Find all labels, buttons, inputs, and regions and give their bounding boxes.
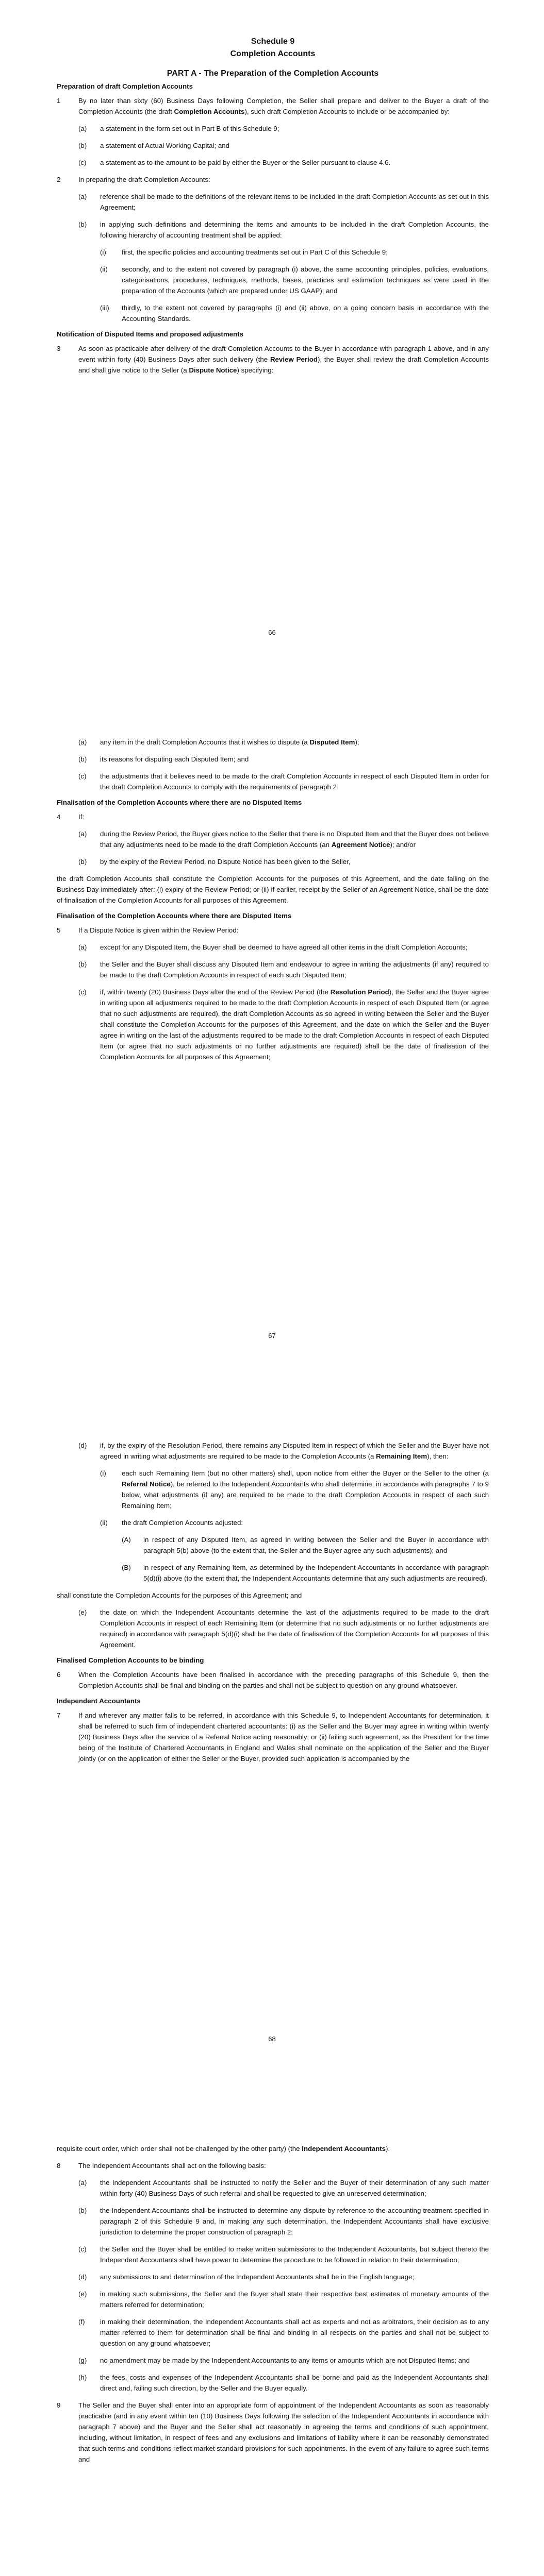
clause-8-d: (d) any submissions to and determination of the Independent Accountants shall be in the English language;: [78, 2273, 415, 2281]
heading-notification: Notification of Disputed Items and proposed adjustments: [57, 330, 243, 338]
page-number: 67: [268, 1332, 276, 1340]
clause-6: 6 When the Completion Accounts have been finalised in accordance with the preceding paragraphs of this Schedule 9, then the Completion Accounts shall be final and binding on the parties and shall not be subject to question on any ground whatsoever.: [57, 1671, 489, 1689]
clause-4-b: (b) by the expiry of the Review Period, no Dispute Notice has been given to the Seller,: [78, 858, 351, 866]
heading-preparation: Preparation of draft Completion Accounts: [57, 82, 193, 90]
clause-4-tail: the draft Completion Accounts shall constitute the Completion Accounts for the purposes of this Agreement, and the date falling on the Business Day immediately after: (i) expiry of the Review Period; or (ii) if earlier, receipt by the Seller of an Agreement Notice, shall be the date of finalisation of the Completion Accounts for all purposes of this Agreement.: [57, 875, 489, 904]
page-69: [0, 2110, 544, 2576]
clause-number: 1: [57, 97, 61, 105]
clause-5-d-ii: (ii) the draft Completion Accounts adjusted:: [100, 1519, 243, 1527]
clause-text: By no later than sixty (60) Business Days following Completion, the Seller shall prepare and deliver to the Buyer a draft of the Completion Accounts (the draft Completion Accounts), such draft Completion Accounts to include or be accompanied by:: [78, 97, 489, 115]
heading-independent-accountants: Independent Accountants: [57, 1697, 141, 1705]
clause-1: [57, 95, 489, 117]
clause-3-b: (b) its reasons for disputing each Disputed Item; and: [78, 755, 249, 763]
heading-disputed: Finalisation of the Completion Accounts where there are Disputed Items: [57, 912, 292, 920]
clause-5-c: (c) if, within twenty (20) Business Days after the end of the Review Period (the Resolution Period), the Seller and the Buyer agree in writing upon all adjustments required to be made to the draft Completion Accounts in respect of each Disputed Item (or agree that no such adjustments are required), the draft Completion Accounts as so agreed in writing between the Seller and the Buyer shall constitute the Completion Accounts for the purposes of this Agreement, and the date on which the Seller and the Buyer agree in writing on the last of the adjustments required to be made to the draft Completion Accounts in respect of each Disputed Item (or agree that no such adjustments or no further adjustments are required) shall be the date of finalisation of the Completion Accounts for all purposes of this Agreement;: [78, 988, 489, 1061]
clause-8-e: (e) in making such submissions, the Seller and the Buyer shall state their respective best estimates of monetary amounts of the matters referred for determination;: [78, 2290, 489, 2309]
heading-no-disputed: Finalisation of the Completion Accounts where there are no Disputed Items: [57, 799, 302, 806]
clause-8-f: (f) in making their determination, the Independent Accountants shall act as experts and not as arbitrators, their decision as to any matter referred to them for determination shall be final and binding in all respects on the parties and shall not be subject to question on any ground whatsoever;: [78, 2318, 489, 2347]
clause-1-a: (a) a statement in the form set out in Part B of this Schedule 9;: [78, 123, 489, 134]
clause-5-d-ii-B: (B) in respect of any Remaining Item, as determined by the Independent Accountants in accordance with paragraph 5(d)(i) above (to the extent that, the Independent Accountants determine that any such adjustments are required),: [122, 1564, 489, 1582]
clause-8: 8 The Independent Accountants shall act on the following basis:: [57, 2162, 266, 2170]
clause-8-g: (g) no amendment may be made by the Independent Accountants to any items or amounts which are not Disputed Items; and: [78, 2357, 470, 2364]
heading-binding: Finalised Completion Accounts to be binding: [57, 1656, 204, 1664]
subclause-label: (a): [78, 125, 87, 132]
page-66: [0, 0, 544, 703]
page-68-content: [57, 1440, 489, 1770]
schedule-title: Schedule 9: [251, 37, 295, 46]
clause-8-c: (c) the Seller and the Buyer shall be entitled to make written submissions to the Independent Accountants, but subject thereto the Independent Accountants shall have power to determine the procedure to be followed in relation to their determination;: [78, 2245, 489, 2264]
clause-5-a: (a) except for any Disputed Item, the Buyer shall be deemed to have agreed all other items in the draft Completion Accounts;: [78, 943, 468, 951]
clause-2-b: (b) in applying such definitions and determining the items and amounts to be included in the draft Completion Accounts, the following hierarchy of accounting treatment shall be applied:: [78, 221, 489, 239]
clause-9: 9 The Seller and the Buyer shall enter into an appropriate form of appointment of the Independent Accountants as soon as reasonably practicable (and in any event within ten (10) Business Days following the selection of the Independent Accountants in accordance with paragraph 7 above) and the Buyer and the Seller shall act reasonably in agreeing the terms and conditions of such appointment, including, without limitation, in respect of fees and any exclusions and limitations of liability where it can be reasonably demonstrated that such terms and conditions reflect market standard provisions for such appointments. In the event of any failure to agree such terms and: [57, 2401, 489, 2463]
clause-5-b: (b) the Seller and the Buyer shall discuss any Disputed Item and endeavour to agree in writing the adjustments (if any) required to be made to the draft Completion Accounts in respect of each such Disputed Item;: [78, 960, 489, 979]
clause-4: 4 If:: [57, 813, 85, 821]
page-number: 66: [268, 629, 276, 636]
clause-1-c: (c) a statement as to the amount to be paid by either the Buyer or the Seller pursuant to clause 4.6.: [78, 159, 391, 166]
clause-3-c: (c) the adjustments that it believes need to be made to the draft Completion Accounts in respect of each Disputed Item in order for the draft Completion Accounts to comply with the requirements of paragraph 2.: [78, 772, 489, 791]
clause-3-a: (a) any item in the draft Completion Accounts that it wishes to dispute (a Disputed Item);: [78, 738, 359, 746]
clause-5: 5 If a Dispute Notice is given within the Review Period:: [57, 926, 239, 934]
clause-5-d: (d) if, by the expiry of the Resolution Period, there remains any Disputed Item in respect of which the Seller and the Buyer have not agreed in writing what adjustments are required to be made to the Completion Accounts (a Remaining Item), then:: [78, 1442, 489, 1460]
clause-2-b-ii: (ii) secondly, and to the extent not covered by paragraph (i) above, the same accounting principles, policies, evaluations, categorisations, procedures, techniques, methods, bases, practices and estimation techniques as were used in the preparation of the Accounts (which are prepared under US GAAP); and: [100, 265, 489, 295]
clause-4-a: (a) during the Review Period, the Buyer gives notice to the Seller that there is no Disputed Item and that the Buyer does not believe that any adjustments need to be made to the draft Completion Accounts (an Agreement Notice); and/or: [78, 830, 489, 849]
schedule-subtitle: Completion Accounts: [230, 49, 316, 58]
page-69-content: [57, 2143, 489, 2471]
clause-2-b-i: (i) first, the specific policies and accounting treatments set out in Part C of this Schedule 9;: [100, 248, 388, 256]
clause-5-e: (e) the date on which the Independent Accountants determine the last of the adjustments required to be made to the draft Completion Accounts in respect of each Remaining Item (or determine that no such adjustments or no further adjustments are required) in accordance with paragraph 5(d)(i) shall be the date of finalisation of the Completion Accounts for all purposes of this Agreement.: [78, 1608, 489, 1649]
clause-3: 3 As soon as practicable after delivery of the draft Completion Accounts to the Buyer in accordance with paragraph 1 above, and in any event within forty (40) Business Days after such delivery (the Review Period), the Buyer shall review the draft Completion Accounts and shall give notice to the Seller (a Dispute Notice) specifying:: [57, 345, 489, 374]
clause-2: 2 In preparing the draft Completion Accounts:: [57, 176, 210, 183]
clause-5-d-ii-tail: shall constitute the Completion Accounts for the purposes of this Agreement; and: [57, 1591, 302, 1599]
page-66-content: [57, 37, 489, 382]
page-number: 68: [268, 2035, 276, 2043]
clause-8-b: (b) the Independent Accountants shall be instructed to determine any dispute by reference to the accounting treatment specified in paragraph 2 of this Schedule 9 and, in making any such determination, the Independent Accountants shall have exclusive jurisdiction to determine the proper construction of paragraph 2;: [78, 2207, 489, 2236]
clause-8-h: (h) the fees, costs and expenses of the Independent Accountants shall be borne and paid as the Independent Accountants shall direct and, failing such direction, by the Seller and the Buyer equally.: [78, 2374, 489, 2392]
clause-7-cont: requisite court order, which order shall not be challenged by the other party) (the Independent Accountants).: [57, 2145, 390, 2153]
clause-2-b-iii: (iii) thirdly, to the extent not covered by paragraphs (i) and (ii) above, on a going concern basis in accordance with the Accounting Standards.: [100, 304, 489, 323]
part-title: PART A - The Preparation of the Completion Accounts: [167, 69, 379, 78]
clause-7: 7 If and wherever any matter falls to be referred, in accordance with this Schedule 9, to Independent Accountants for determination, it shall be referred to such firm of independent chartered accountants: (i) as the Seller and the Buyer may agree in writing within twenty (20) Business Days after the service of a Referral Notice acting reasonably; or (ii) failing such agreement, as the President for the time being of the Institute of Chartered Accountants in England and Wales shall nominate on the application of the Seller and the Buyer jointly (or on the application of either the Seller or the Buyer, provided such application is accompanied by the: [57, 1711, 489, 1762]
clause-5-d-ii-A: (A) in respect of any Disputed Item, as agreed in writing between the Seller and the Buyer in accordance with paragraph 5(b) above (to the extent that, the Seller and the Buyer agree any such adjustments); and: [122, 1536, 489, 1554]
clause-2-a: (a) reference shall be made to the definitions of the relevant items to be included in the draft Completion Accounts as set out in this Agreement;: [78, 193, 489, 211]
page-67: [0, 703, 544, 1406]
clause-5-d-i: (i) each such Remaining Item (but no other matters) shall, upon notice from either the Buyer or the Seller to the other (a Referral Notice), be referred to the Independent Accountants who shall determine, in accordance with paragraphs 7 to 9 below, what adjustments (if any) are required to be made to the draft Completion Accounts in respect of each such Remaining Item;: [100, 1469, 489, 1510]
clause-1-b: (b) a statement of Actual Working Capital; and: [78, 142, 230, 149]
page-68: [0, 1406, 544, 2110]
page-67-content: [57, 737, 489, 1069]
clause-8-a: (a) the Independent Accountants shall be instructed to notify the Seller and the Buyer of their determination of any such matter within forty (40) Business Days of such referral and shall be requested to give an unreserved determination;: [78, 2179, 489, 2197]
